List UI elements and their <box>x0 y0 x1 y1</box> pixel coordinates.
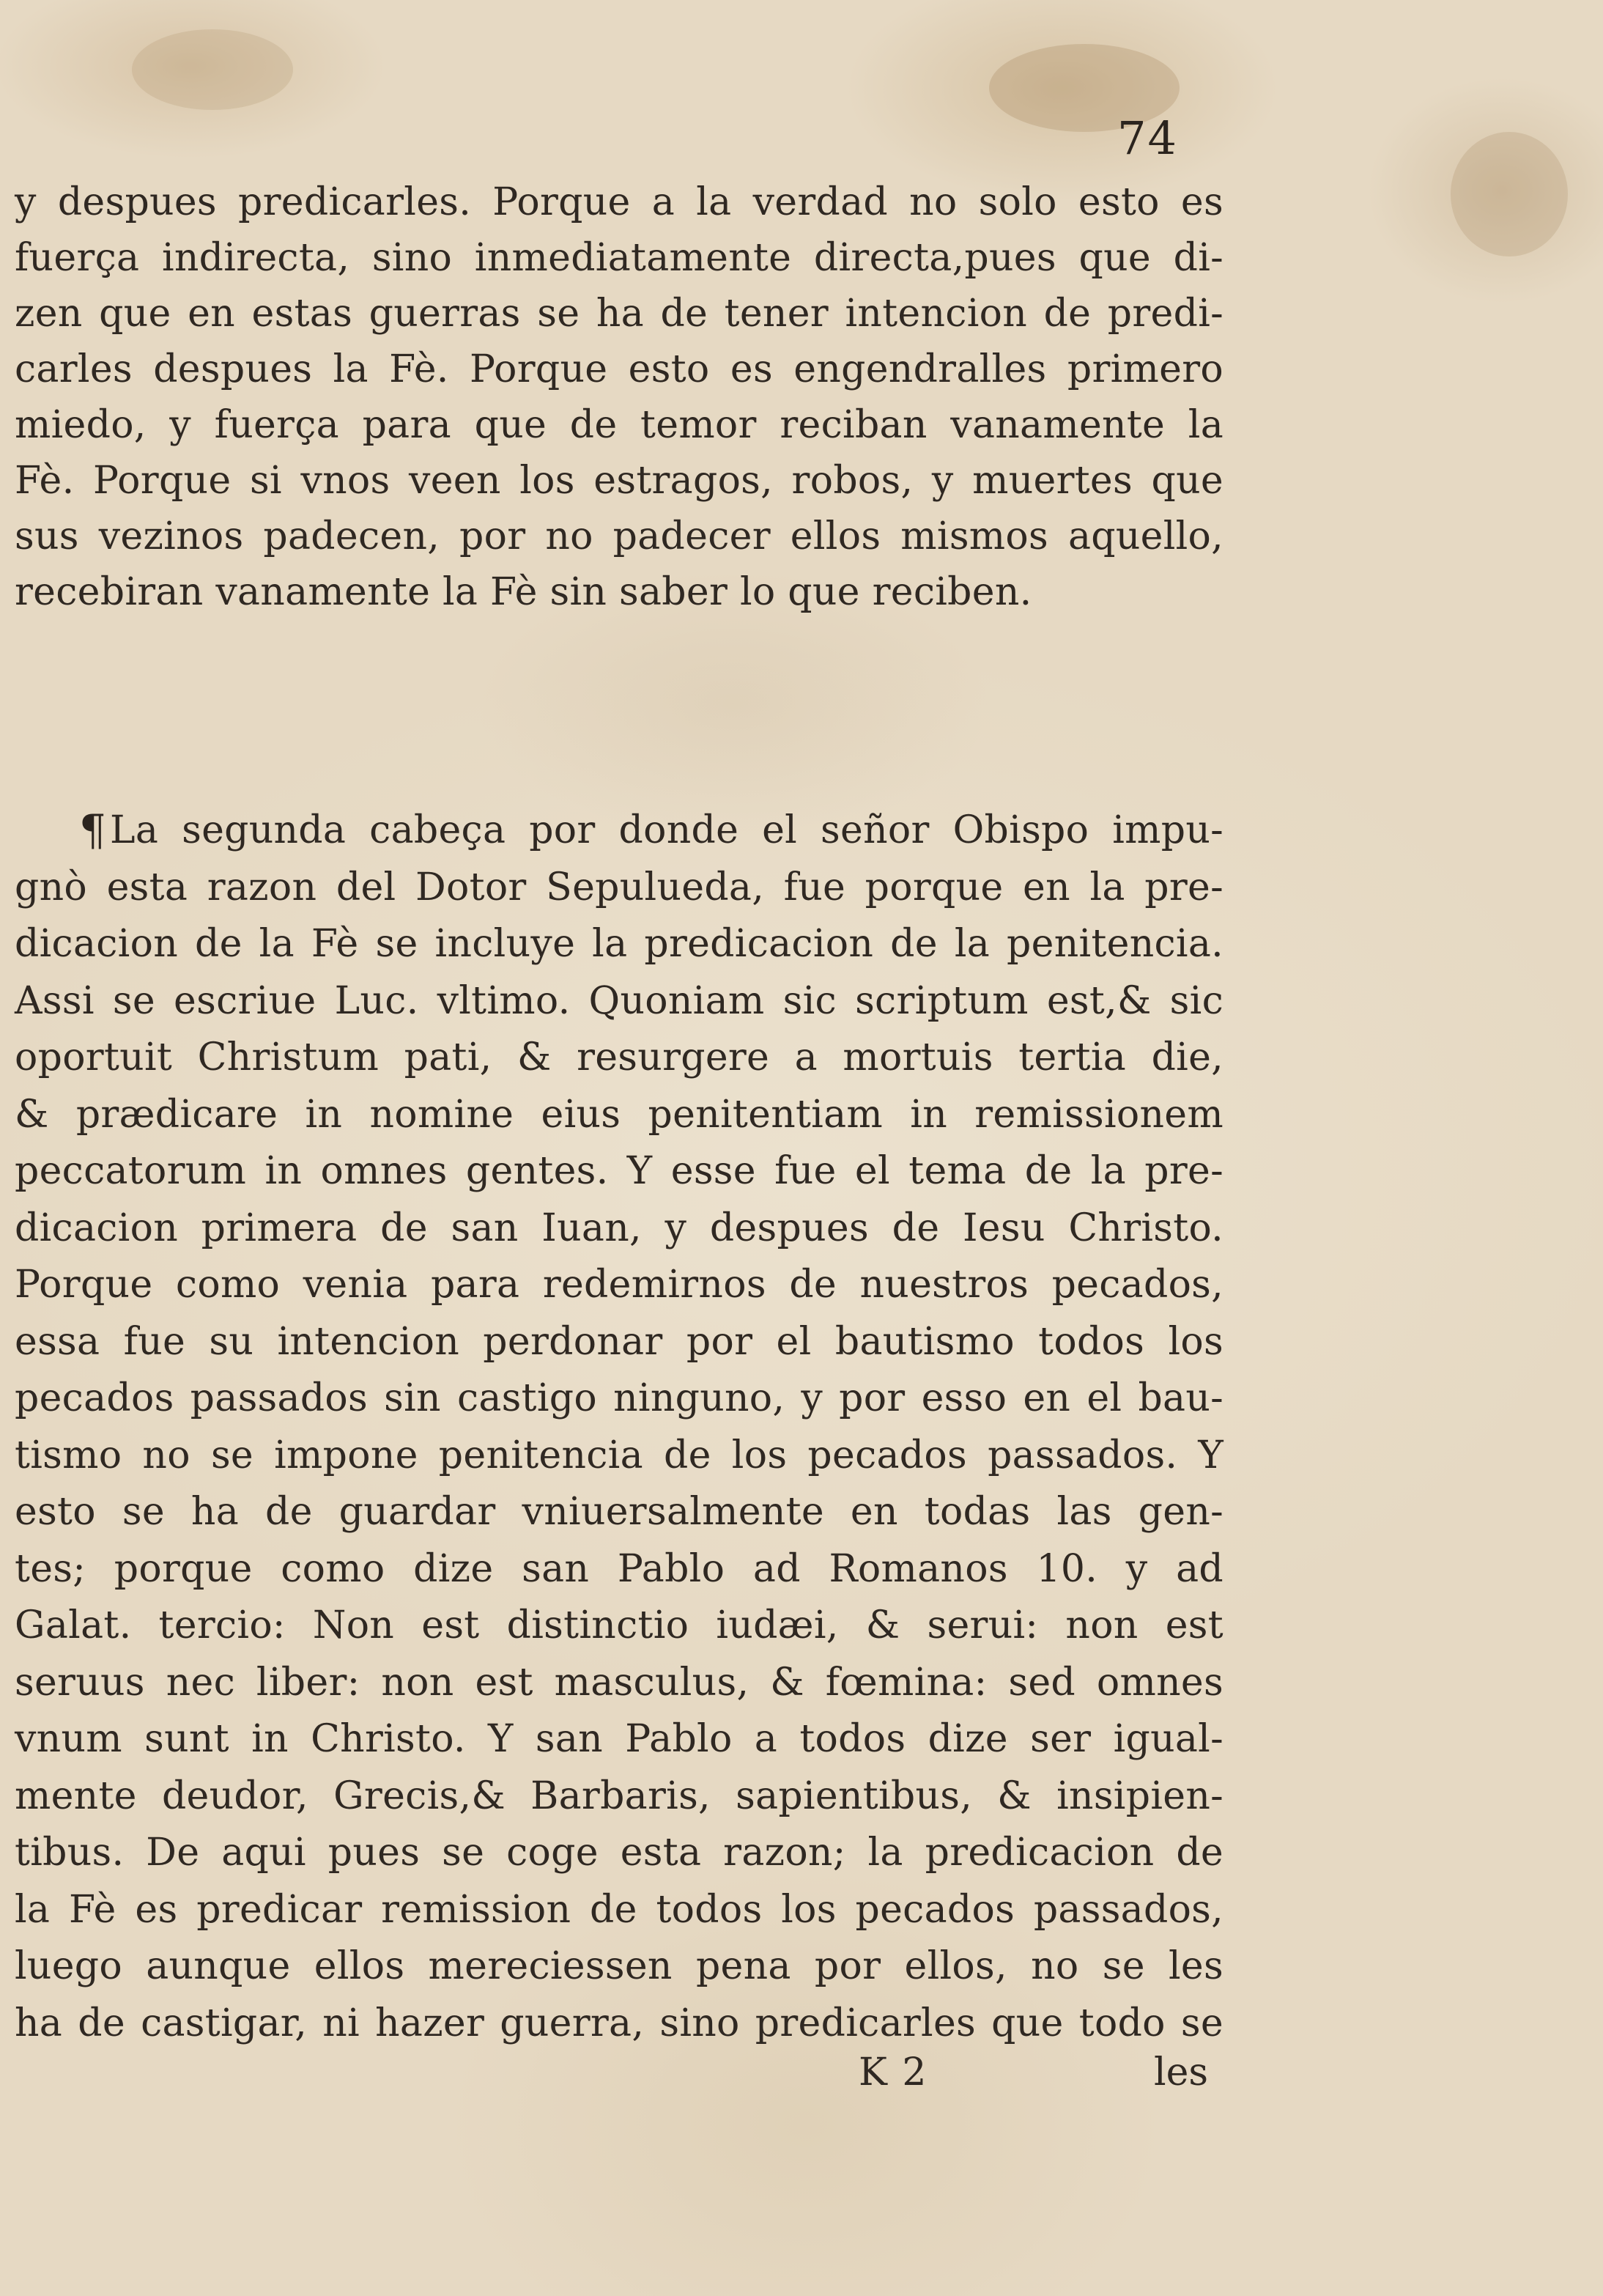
text-line: seruus nec liber: non est masculus, & fœmina: sed omnes <box>15 1660 1223 1705</box>
paragraph-2 <box>15 802 1223 2052</box>
pilcrow-mark: ¶ <box>79 805 106 855</box>
text-line: Assi se escriue Luc. vltimo. Quoniam sic scriptum est,& sic <box>15 978 1223 1023</box>
text-line: pecados passados sin castigo ninguno, y por esso en el bau- <box>15 1376 1223 1420</box>
signature-mark: K 2 <box>859 2050 928 2094</box>
text-line: miedo, y fuerça para que de temor reciban vanamente la <box>15 403 1223 447</box>
text-line: dicacion de la Fè se incluye la predicacion de la penitencia. <box>15 922 1223 966</box>
text-line: fuerça indirecta, sino inmediatamente directa,pues que di- <box>15 236 1223 280</box>
text-line: tibus. De aqui pues se coge esta razon; la predicacion de <box>15 1831 1223 1875</box>
text-line: Fè. Porque si vnos veen los estragos, robos, y muertes que <box>15 459 1223 503</box>
page-number: 74 <box>1117 111 1178 165</box>
text-line: gnò esta razon del Dotor Sepulueda, fue porque en la pre- <box>15 865 1223 909</box>
text-line: peccatorum in omnes gentes. Y esse fue el tema de la pre- <box>15 1149 1223 1193</box>
text-line: luego aunque ellos mereciessen pena por ellos, no se les <box>15 1944 1223 1988</box>
catchword: les <box>1154 2050 1209 2094</box>
text-line: dicacion primera de san Iuan, y despues de Iesu Christo. <box>15 1206 1223 1250</box>
text-line: mente deudor, Grecis,& Barbaris, sapientibus, & insipien- <box>15 1773 1223 1818</box>
paper-stain <box>132 29 293 110</box>
text-line: tes; porque como dize san Pablo ad Romanos 10. y ad <box>15 1546 1223 1591</box>
text-line: Galat. tercio: Non est distinctio iudæi, & serui: non est <box>15 1603 1223 1647</box>
text-line: Porque como venia para redemirnos de nuestros pecados, <box>15 1263 1223 1307</box>
text-line: tismo no se impone penitencia de los pecados passados. Y <box>15 1433 1223 1477</box>
text-line: sus vezinos padecen, por no padecer ellos mismos aquello, <box>15 514 1223 558</box>
text-line: oportuit Christum pati, & resurgere a mortuis tertia die, <box>15 1036 1223 1079</box>
text-line: recebiran vanamente la Fè sin saber lo que reciben. <box>15 570 1032 614</box>
text-line: vnum sunt in Christo. Y san Pablo a todos dize ser igual- <box>15 1717 1223 1761</box>
text-line: zen que en estas guerras se ha de tener intencion de predi- <box>15 292 1223 336</box>
text-line: y despues predicarles. Porque a la verdad no solo esto es <box>15 180 1223 224</box>
paper-stain <box>1451 132 1568 256</box>
text-line: La segunda cabeça por donde el señor Obispo impu- <box>110 808 1223 852</box>
paragraph-1 <box>15 174 1223 620</box>
text-line: carles despues la Fè. Porque esto es engendralles primero <box>15 347 1223 391</box>
text-line: essa fue su intencion perdonar por el bautismo todos los <box>15 1319 1223 1364</box>
text-line: ha de castigar, ni hazer guerra, sino predicarles que todo se <box>15 2001 1223 2045</box>
text-line: esto se ha de guardar vniuersalmente en todas las gen- <box>15 1490 1223 1534</box>
text-line: & prædicare in nomine eius penitentiam in remissionem <box>15 1092 1223 1137</box>
text-line: la Fè es predicar remission de todos los pecados passados, <box>15 1887 1223 1932</box>
